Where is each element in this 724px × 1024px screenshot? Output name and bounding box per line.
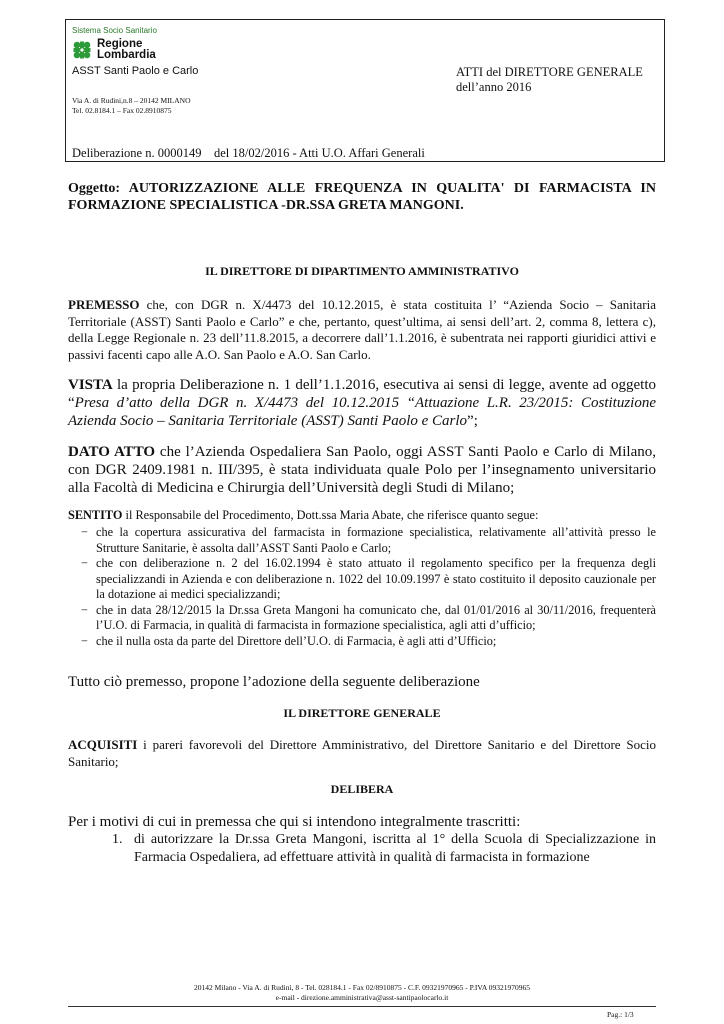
- premesso-text: che, con DGR n. X/4473 del 10.12.2015, è stata costituita l’ “Azienda Socio – Sanitaria Territoriale (ASST) Santi Paolo e Carlo” e che, pertanto, quest’ultima, ai sensi dell’art. 2, comma 8, lettera c), della Legge Regionale n. 23 dell’11.8.2015, a decorrere dall’1.1.2016, è subentrata nei rapporti giuridici attivi e passivi facenti capo alle A.O. San Paolo e A.O. San Carlo.: [68, 297, 656, 362]
- system-label: Sistema Socio Sanitario: [72, 26, 157, 35]
- address-line2: Tel. 02.8184.1 – Fax 02.8910875: [72, 106, 172, 115]
- vista-paragraph: [68, 376, 656, 430]
- footer-contact: [68, 983, 656, 1003]
- vista-label: VISTA: [68, 377, 113, 393]
- deliberation-reference: Deliberazione n. 0000149 del 18/02/2016 - Atti U.O. Affari Generali: [72, 146, 425, 160]
- vista-italic-text: Presa d’atto della DGR n. X/4473 del 10.12.2015 “Attuazione L.R. 23/2015: Costituzione Azienda Socio – Sanitaria Territoriale (ASST) Santi Paolo e Carlo: [68, 395, 656, 429]
- proposal-line: Tutto ciò premesso, propone l’adozione della seguente deliberazione: [68, 674, 480, 690]
- address-line1: Via A. di Rudini,n.8 – 20142 MILANO: [72, 96, 191, 105]
- footer-divider: [68, 1006, 656, 1007]
- org-address: [72, 96, 191, 116]
- director-department-heading: IL DIRETTORE DI DIPARTIMENTO AMMINISTRATIVO: [205, 264, 519, 278]
- footer-line1: 20142 Milano - Via A. di Rudinì, 8 - Tel. 028184.1 - Fax 02/8910875 - C.F. 09321970965 - P.IVA 09321970965: [194, 983, 530, 992]
- dash-bullet-icon: −: [81, 602, 88, 617]
- region-line1: Regione: [97, 38, 143, 50]
- dato-atto-label: DATO ATTO: [68, 444, 156, 460]
- delibera-heading: DELIBERA: [330, 782, 394, 796]
- org-logo-block: [72, 26, 252, 77]
- subject-heading: Oggetto: AUTORIZZAZIONE ALLE FREQUENZA IN QUALITA' DI FARMACISTA IN FORMAZIONE SPECIALISTICA -DR.SSA GRETA MANGONI.: [68, 181, 656, 213]
- dato-atto-text: che l’Azienda Ospedaliera San Paolo, oggi ASST Santi Paolo e Carlo di Milano, con DGR 2409.1981 n. III/395, è stata individuata quale Polo per l’insegnamento universitario alla Facoltà di Medicina e Chirurgia dell’Università degli Studi di Milano;: [68, 444, 656, 496]
- region-line2: Lombardia: [97, 49, 156, 61]
- list-item: − che la copertura assicurativa del farmacista in formazione specialistica, relativamente all’attività presso le Strutture Sanitarie, è assolta dall’ASST Santi Paolo e Carlo;: [81, 525, 656, 555]
- region-logo: [72, 39, 252, 61]
- acquisiti-label: ACQUISITI: [68, 737, 138, 752]
- acts-title: [456, 65, 643, 94]
- sentito-text: il Responsabile del Procedimento, Dott.ssa Maria Abate, che riferisce quanto segue:: [122, 508, 539, 522]
- premesso-paragraph: [68, 297, 656, 363]
- sentito-label: SENTITO: [68, 508, 123, 522]
- deliberation-item: [112, 831, 656, 867]
- vista-text: la propria Deliberazione n. 1 dell’1.1.2016, esecutiva ai sensi di legge, avente ad oggetto “: [68, 377, 656, 411]
- item-number: 1.: [112, 832, 123, 847]
- list-item: − che il nulla osta da parte del Direttore dell’U.O. di Farmacia, è agli atti d’Ufficio;: [81, 633, 497, 648]
- dato-atto-paragraph: [68, 443, 656, 497]
- footer-email: e-mail - direzione.amministrativa@asst-santipaolocarlo.it: [275, 993, 449, 1002]
- region-flower-icon: [72, 40, 92, 60]
- acts-line1: ATTI del DIRETTORE GENERALE: [456, 65, 643, 79]
- sentito-paragraph: [68, 508, 656, 524]
- motivi-line: Per i motivi di cui in premessa che qui si intendono integralmente trascritti:: [68, 814, 521, 830]
- item-text: di autorizzare la Dr.ssa Greta Mangoni, iscritta al 1° della Scuola di Specializzazione in Farmacia Ospedaliera, ad effettuare attività in qualità di farmacista in formazione: [134, 832, 656, 865]
- dash-bullet-icon: −: [81, 556, 88, 570]
- dash-bullet-icon: −: [81, 633, 88, 648]
- page-number: Pag.: 1/3: [607, 1010, 634, 1019]
- premesso-label: PREMESSO: [68, 297, 140, 312]
- findings-list: [81, 525, 656, 649]
- dash-bullet-icon: −: [81, 525, 88, 539]
- vista-end: ”;: [467, 413, 478, 429]
- acquisiti-paragraph: [68, 737, 656, 770]
- list-item: − che in data 28/12/2015 la Dr.ssa Greta Mangoni ha comunicato che, dal 01/01/2016 al 30/11/2016, frequenterà l’U.O. di Farmacia, in qualità di farmacista in formazione specialistica, agli atti d’ufficio;: [81, 602, 656, 632]
- acquisiti-text: i pareri favorevoli del Direttore Amministrativo, del Direttore Sanitario e del Direttore Socio Sanitario;: [68, 737, 656, 769]
- region-name: [97, 39, 156, 61]
- org-name: ASST Santi Paolo e Carlo: [72, 65, 199, 77]
- acts-line2: dell’anno 2016: [456, 79, 532, 94]
- list-item: − che con deliberazione n. 2 del 16.02.1994 è stato attuato il regolamento specifico per la frequenza degli specializzandi in Azienda e con deliberazione n. 1022 del 10.09.1997 è stato costituito il deposito cauzionale per la dotazione ai medici specializzandi;: [81, 556, 656, 601]
- director-general-heading: IL DIRETTORE GENERALE: [283, 706, 441, 720]
